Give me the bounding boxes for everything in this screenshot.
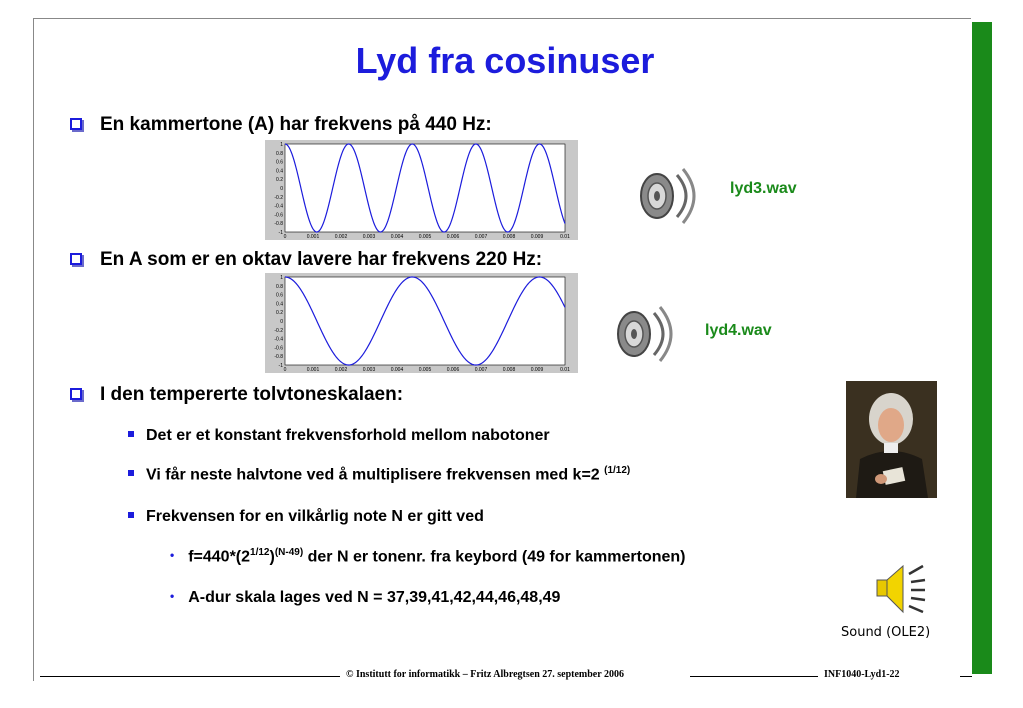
y-tick-label: -0.2 [274,327,283,334]
x-tick-label: 0.007 [474,367,488,373]
scale-line: • A-dur skala lages ved N = 37,39,41,42,44,46,48,49 [170,589,561,606]
portrait-image [846,381,937,498]
speaker-icon[interactable] [612,303,674,365]
x-tick-label: 0.01 [560,367,570,373]
y-tick-label: -0.4 [274,336,283,343]
checkbox-bullet-icon [70,253,82,265]
y-tick-label: 0 [280,186,283,192]
x-tick-label: 0.007 [474,234,488,240]
plot-440hz [265,140,578,240]
y-tick-label: 1 [280,275,283,281]
plot-area [285,144,565,232]
y-tick-label: -0.4 [274,203,283,210]
x-tick-label: 0.001 [306,367,320,373]
y-tick-label: 0.2 [276,310,283,317]
y-tick-label: -0.8 [274,221,283,228]
y-tick-label: -1 [278,230,283,236]
sub-bullet-halvtone: Vi får neste halvtone ved å multiplisere frekvensen med k=2 $^{(1/12)}$ [128,465,630,484]
y-tick-label: -0.6 [274,345,283,352]
x-tick-label: 0 [283,367,287,373]
y-tick-label: 0.6 [276,159,283,166]
x-tick-label: 0.003 [362,234,376,240]
square-bullet-icon [128,431,134,437]
x-tick-label: 0.003 [362,367,376,373]
checkbox-bullet-icon [70,388,82,400]
x-tick-label: 0.005 [418,234,432,240]
sound-ole-icon[interactable] [873,560,929,618]
x-tick-label: 0.005 [418,367,432,373]
x-tick-label: 0.006 [446,367,460,373]
plot-220hz [265,273,578,373]
footer-rule-middle [690,676,818,677]
x-tick-label: 0.008 [502,367,516,373]
x-tick-label: 0.01 [560,234,570,240]
x-tick-label: 0.004 [390,367,404,373]
link-lyd4-wav[interactable]: lyd4.wav [705,322,772,339]
sound-ole-label: Sound (OLE2) [841,625,931,640]
y-tick-label: -1 [278,363,283,369]
footer-rule-left [40,676,340,677]
y-tick-label: 0 [280,319,283,325]
x-tick-label: 0.008 [502,234,516,240]
x-tick-label: 0.002 [334,234,348,240]
y-tick-label: 0.8 [276,150,283,157]
speaker-icon[interactable] [635,165,697,227]
square-bullet-icon [128,470,134,476]
checkbox-bullet-icon [70,118,82,130]
y-tick-label: 0.4 [276,301,283,308]
dot-bullet-icon: • [170,548,175,563]
footer-rule-right [960,676,972,677]
bullet-oktav: En A som er en oktav lavere har frekvens 220 Hz: [70,249,542,271]
sub-bullet-vilkaarlig-note: Frekvensen for en vilkårlig note N er gitt ved [128,508,484,526]
x-tick-label: 0.009 [530,234,544,240]
bullet-tolvtone: I den tempererte tolvtoneskalaen: [70,384,403,406]
y-tick-label: -0.8 [274,354,283,361]
square-bullet-icon [128,512,134,518]
footer-copyright: © Institutt for informatikk – Fritz Albregtsen 27. september 2006 [346,669,625,680]
y-tick-label: 0.4 [276,168,283,175]
y-tick-label: 0.2 [276,177,283,184]
x-tick-label: 0.004 [390,234,404,240]
x-tick-label: 0.006 [446,234,460,240]
link-lyd3-wav[interactable]: lyd3.wav [730,180,797,197]
dot-bullet-icon: • [170,589,175,603]
formula-line: • $f=440*(2^{1/12})^{(N-49)}$ der N er tonenr. fra keybord (49 for kammertonen) [170,547,686,566]
x-tick-label: 0.001 [306,234,320,240]
y-tick-label: 0.8 [276,283,283,290]
sub-bullet-frekvensforhold: Det er et konstant frekvensforhold mellom nabotoner [128,427,550,445]
y-tick-label: 1 [280,142,283,148]
y-tick-label: -0.6 [274,212,283,219]
y-tick-label: -0.2 [274,194,283,201]
footer-page-id: INF1040-Lyd1-22 [824,669,900,680]
y-tick-label: 0.6 [276,292,283,299]
x-tick-label: 0.002 [334,367,348,373]
green-side-bar [972,22,992,674]
bullet-kammertone: En kammertone (A) har frekvens på 440 Hz: [70,114,492,136]
slide-title: Lyd fra cosinuser [355,40,655,81]
x-tick-label: 0.009 [530,367,544,373]
x-tick-label: 0 [283,234,287,240]
